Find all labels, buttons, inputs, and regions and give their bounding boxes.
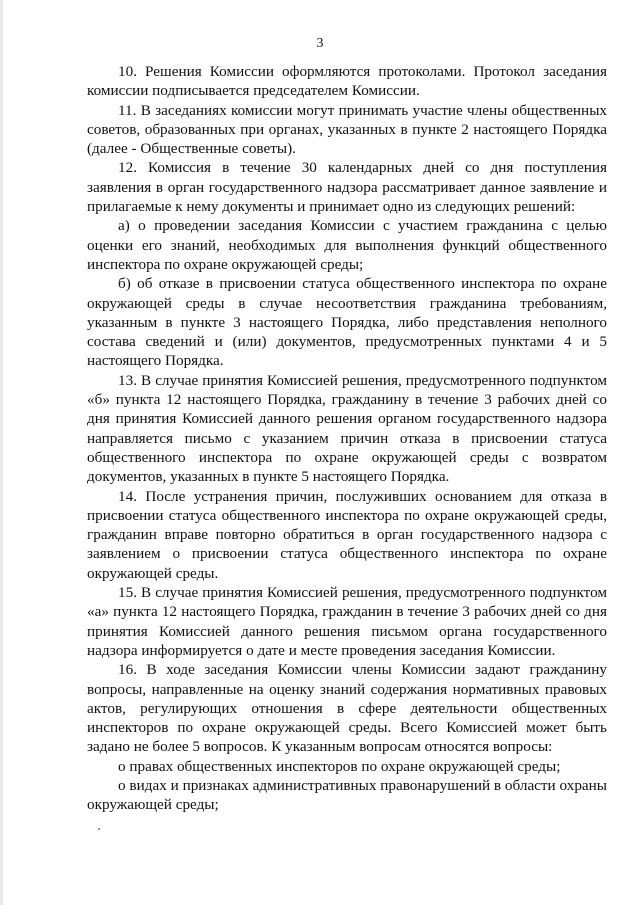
paragraph-16-item-2: о видах и признаках административных правонарушений в области охраны окружающей среды; [87, 776, 607, 814]
paragraph-15: 15. В случае принятия Комиссией решения, предусмотренного подпунктом «а» пункта 12 настоящего Порядка, гражданин в течение 3 рабочих дней со дня принятия Комиссией данного решения письмом органа государственного надзора информируется о дате и месте проведения заседания Комиссии. [87, 584, 607, 659]
scan-edge [0, 0, 3, 905]
paragraph-13: 13. В случае принятия Комиссией решения, предусмотренного подпунктом «б» пункта 12 настоящего Порядка, гражданину в течение 3 рабочих дней со дня принятия Комиссией данного решения органом государственного надзора направляется письмо с указанием причин отказа в присвоении статуса общественного инспектора по охране окружающей среды с возвратом документов, указанных в пункте 5 настоящего Порядка. [87, 371, 607, 486]
page-number: 3 [316, 36, 324, 51]
scan-speck [98, 828, 100, 830]
document-body [87, 62, 607, 815]
paragraph-16: 16. В ходе заседания Комиссии члены Комиссии задают гражданину вопросы, направленные на оценку знаний содержания нормативных правовых актов, регулирующих отношения в сфере деятельности общественных инспекторов по охране окружающей среды. Всего Комиссией может быть задано не более 5 вопросов. К указанным вопросам относятся вопросы: [87, 661, 607, 756]
paragraph-11: 11. В заседаниях комиссии могут принимать участие члены общественных советов, образованных при органах, указанных в пункте 2 настоящего Порядка (далее - Общественные советы). [87, 101, 607, 158]
paragraph-14: 14. После устранения причин, послуживших основанием для отказа в присвоении статуса общественного инспектора по охране окружающей среды, гражданин вправе повторно обратиться в орган государственного надзора с заявлением о присвоении статуса общественного инспектора по охране окружающей среды. [87, 487, 607, 582]
paragraph-16-item-1: о правах общественных инспекторов по охране окружающей среды; [118, 757, 561, 775]
paragraph-10: 10. Решения Комиссии оформляются протоколами. Протокол заседания комиссии подписывается председателем Комиссии. [87, 63, 607, 100]
paragraph-12-a: а) о проведении заседания Комиссии с участием гражданина с целью оценки его знаний, необходимых для выполнения функций общественного инспектора по охране окружающей среды; [87, 217, 607, 273]
paragraph-12: 12. Комиссия в течение 30 календарных дней со дня поступления заявления в орган государственного надзора рассматривает данное заявление и прилагаемые к нему документы и принимает одно из следующих решений: [87, 159, 607, 216]
paragraph-12-b: б) об отказе в присвоении статуса общественного инспектора по охране окружающей среды в случае несоответствия гражданина требованиям, указанным в пункте 3 настоящего Порядка, либо представления неполного состава сведений и (или) документов, предусмотренных пунктами 4 и 5 настоящего Порядка. [87, 275, 607, 370]
